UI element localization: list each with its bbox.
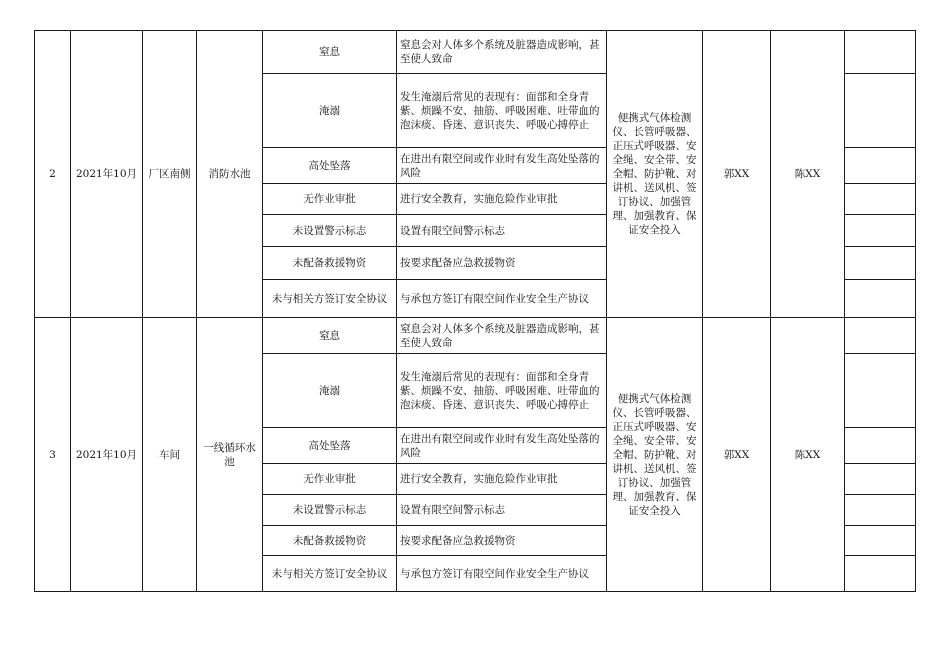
table-row [35,318,916,354]
hazard-name-cell: 未与相关方签订安全协议 [263,556,397,592]
empty-cell [845,148,916,184]
empty-cell [845,495,916,526]
hazard-name-cell: 淹溺 [263,74,397,148]
hazard-name-cell: 未配备救援物资 [263,247,397,280]
hazard-name-cell: 窒息 [263,31,397,74]
supervisor-cell: 陈XX [771,31,845,318]
empty-cell [845,280,916,318]
hazard-name-cell: 高处坠落 [263,148,397,184]
serial-number-cell: 2 [35,31,71,318]
control-measures-cell: 便携式气体检测仪、长管呼吸器、正压式呼吸器、安全绳、安全带、安全帽、防护靴、对讲机、送风机、签订协议、加强管理、加强教育、保证安全投入 [607,31,703,318]
empty-cell [845,184,916,215]
hazard-name-cell: 高处坠落 [263,428,397,464]
hazard-desc-cell: 窒息会对人体多个系统及脏器造成影响，甚至使人致命 [397,31,607,74]
hazard-desc-cell: 与承包方签订有限空间作业安全生产协议 [397,280,607,318]
empty-cell [845,526,916,556]
hazard-desc-cell: 与承包方签订有限空间作业安全生产协议 [397,556,607,592]
empty-cell [845,31,916,74]
serial-number-cell: 3 [35,318,71,592]
hazard-name-cell: 无作业审批 [263,464,397,495]
empty-cell [845,428,916,464]
empty-cell [845,556,916,592]
date-cell: 2021年10月 [71,318,143,592]
record-3 [35,318,916,592]
hazard-desc-cell: 按要求配备应急救援物资 [397,247,607,280]
empty-cell [845,318,916,354]
date-cell: 2021年10月 [71,31,143,318]
hazard-desc-cell: 进行安全教育，实施危险作业审批 [397,184,607,215]
hazard-desc-cell: 发生淹溺后常见的表现有：面部和全身青紫、烦躁不安、抽筋、呼吸困难、吐带血的泡沫痰、昏迷、意识丧失、呼吸心搏停止 [397,354,607,428]
hazard-desc-cell: 按要求配备应急救援物资 [397,526,607,556]
responsible-person-cell: 郭XX [703,31,771,318]
site-cell: 一线循环水池 [197,318,263,592]
supervisor-cell: 陈XX [771,318,845,592]
hazard-desc-cell: 发生淹溺后常见的表现有：面部和全身青紫、烦躁不安、抽筋、呼吸困难、吐带血的泡沫痰、昏迷、意识丧失、呼吸心搏停止 [397,74,607,148]
hazard-desc-cell: 在进出有限空间或作业时有发生高处坠落的风险 [397,428,607,464]
empty-cell [845,247,916,280]
hazard-name-cell: 淹溺 [263,354,397,428]
hazard-name-cell: 窒息 [263,318,397,354]
responsible-person-cell: 郭XX [703,318,771,592]
empty-cell [845,74,916,148]
hazard-name-cell: 未配备救援物资 [263,526,397,556]
record-2 [35,31,916,318]
hazard-name-cell: 未设置警示标志 [263,495,397,526]
hazard-desc-cell: 设置有限空间警示标志 [397,215,607,247]
empty-cell [845,464,916,495]
location-cell: 车间 [143,318,197,592]
location-cell: 厂区南侧 [143,31,197,318]
risk-register-table [34,30,916,592]
control-measures-cell: 便携式气体检测仪、长管呼吸器、正压式呼吸器、安全绳、安全带、安全帽、防护靴、对讲机、送风机、签订协议、加强管理、加强教育、保证安全投入 [607,318,703,592]
empty-cell [845,354,916,428]
hazard-desc-cell: 在进出有限空间或作业时有发生高处坠落的风险 [397,148,607,184]
hazard-desc-cell: 窒息会对人体多个系统及脏器造成影响，甚至使人致命 [397,318,607,354]
empty-cell [845,215,916,247]
hazard-desc-cell: 设置有限空间警示标志 [397,495,607,526]
site-cell: 消防水池 [197,31,263,318]
table-row [35,31,916,74]
hazard-desc-cell: 进行安全教育，实施危险作业审批 [397,464,607,495]
hazard-name-cell: 未与相关方签订安全协议 [263,280,397,318]
hazard-name-cell: 未设置警示标志 [263,215,397,247]
hazard-name-cell: 无作业审批 [263,184,397,215]
